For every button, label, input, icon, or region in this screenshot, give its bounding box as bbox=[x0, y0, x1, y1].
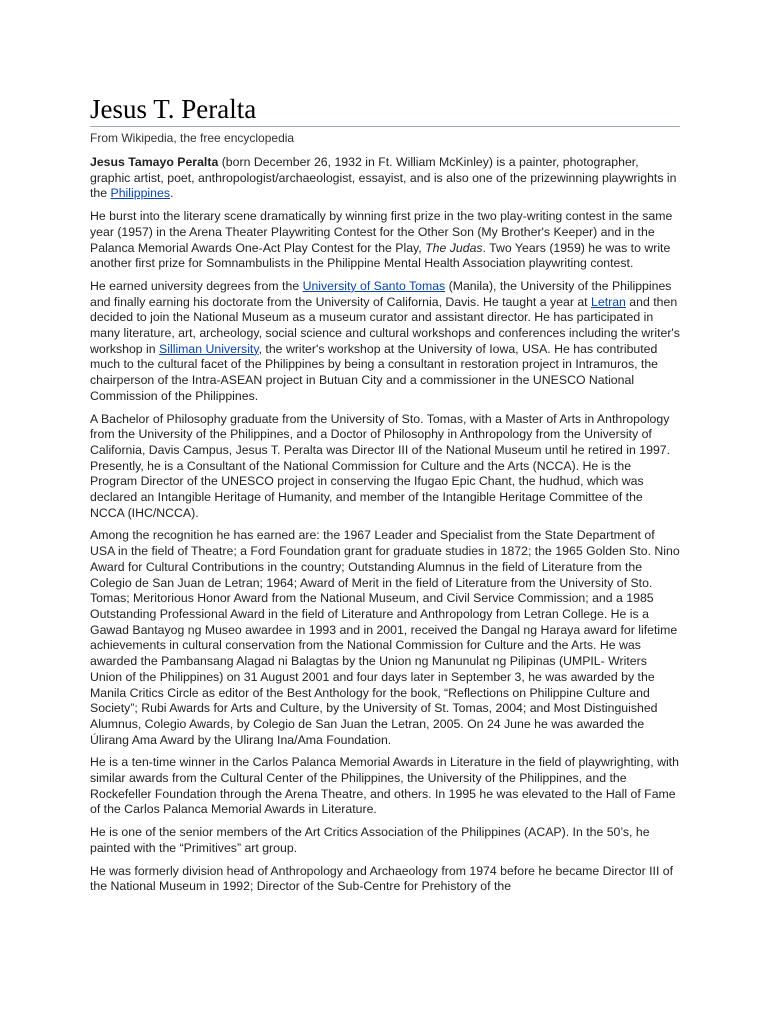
paragraph-education bbox=[90, 279, 680, 405]
link-university-of-santo-tomas[interactable]: University of Santo Tomas bbox=[302, 278, 446, 293]
intro-text: (born December 26, 1932 in Ft. William McKinley) is a painter, photographer, graphic artist, poet, anthropologist/archaeologist, essayist, and is also one of the prizewinning playwrights in the bbox=[90, 155, 677, 201]
subject-name: Jesus Tamayo Peralta bbox=[90, 155, 219, 169]
link-letran[interactable]: Letran bbox=[591, 294, 626, 309]
debut-text-end: . Two Years (1959) he was to write another first prize for Somnambulists in the Philippine Mental Health Association playwriting contest. bbox=[90, 240, 671, 271]
link-philippines[interactable]: Philippines bbox=[110, 186, 170, 201]
paragraph-art-critics: He is one of the senior members of the Art Critics Association of the Philippines (ACAP). In the 50’s, he painted with the “Primitives” art group. bbox=[90, 825, 650, 855]
education-text-b: (Manila), the University of the Philippines and finally earning his doctorate from the University of California, Davis. He taught a year at bbox=[90, 278, 672, 309]
paragraph-palanca-awards: He is a ten-time winner in the Carlos Palanca Memorial Awards in Literature in the field of playwrighting, with similar awards from the Cultural Center of the Philippines, the University of the Philippines, and the Rockefeller Foundation through the Arena Theatre, and others. In 1995 he was elevated to the Hall of Fame of the Carlos Palanca Memorial Awards in Literature. bbox=[90, 755, 679, 817]
paragraph-museum-division: He was formerly division head of Anthropology and Archaeology from 1974 before he became Director III of the National Museum in 1992; Director of the Sub-Centre for Prehistory of the bbox=[90, 863, 674, 894]
intro-end: . bbox=[170, 186, 174, 201]
education-text-d: , the writer's workshop at the University of Iowa, USA. He has contributed much to the cultural facet of the Philippines by being a consultant in restoration project in Intramuros, the chairperson of the Intra-ASEAN project in Butuan City and a commissioner in the UNESCO National Commission of the Philippines. bbox=[90, 341, 659, 403]
paragraph-intro bbox=[90, 155, 680, 202]
paragraph-recognition: Among the recognition he has earned are: the 1967 Leader and Specialist from the State Department of USA in the field of Theatre; a Ford Foundation grant for graduate studies in 1872; the 1965 Golden Sto. Nino Award for Cultural Contributions in the country; Outstanding Alumnus in the field of Literature from the Colegio de San Juan de Letran; 1964; Award of Merit in the field of Literature from the University of Sto. Tomas; Meritorious Honor Award from the National Museum, and Civil Service Commission; and a 1985 Outstanding Professional Award in the field of Literature and Anthropology from Letran College. He is a Gawad Bantayog ng Museo awardee in 1993 and in 2001, received the Dangal ng Haraya award for lifetime achievements in cultural conservation from the National Commission for Culture and the Arts. He was awarded the Pambansang Alagad ni Balagtas by the Union ng Manunulat ng Pilipinas (UMPIL- Writers Union of the Philippines) on 31 August 2001 and four days later in September 3, he was awarded by the Manila Critics Circle as editor of the Best Anthology for the book, “Reflections on Philippine Culture and Society”; Rubi Awards for Arts and Culture, by the University of St. Tomas, 2004; and Most Distinguished Alumnus, Colegio Awards, by Colegio de San Juan the Letran, 2005. On 24 June he was awarded the Úlirang Ama Award by the Ulirang Ina/Ama Foundation. bbox=[90, 528, 680, 747]
debut-text: He burst into the literary scene dramatically by winning first prize in the two play-writing contest in the same year (1957) in the Arena Theater Playwriting Contest for the Other Son (My Brother's Keeper) and in the Palanca Memorial Awards One-Act Play Contest for the Play, bbox=[90, 209, 673, 255]
article bbox=[90, 88, 680, 902]
site-tagline: From Wikipedia, the free encyclopedia bbox=[90, 131, 295, 145]
page-title: Jesus T. Peralta bbox=[90, 88, 680, 127]
education-text-a: He earned university degrees from the bbox=[90, 278, 303, 293]
paragraph-career: A Bachelor of Philosophy graduate from the University of Sto. Tomas, with a Master of Arts in Anthropology from the University of the Philippines, and a Doctor of Philosophy in Anthropology from the University of California, Davis Campus, Jesus T. Peralta was Director III of the National Museum until he retired in 1997. Presently, he is a Consultant of the National Commission for Culture and the Arts (NCCA). He is the Program Director of the UNESCO project in conserving the Ifugao Epic Chant, the hudhud, which was declared an Intangible Heritage of Humanity, and member of the Intangible Heritage Committee of the NCCA (IHC/NCCA). bbox=[90, 411, 671, 520]
education-text-c: and then decided to join the National Museum as a museum curator and assistant director. He has participated in many literature, art, archeology, social science and cultural workshops and conferences including the writer's workshop in bbox=[90, 294, 680, 356]
link-silliman-university[interactable]: Silliman University bbox=[159, 341, 259, 356]
paragraph-literary-debut bbox=[90, 209, 680, 272]
play-title-the-judas: The Judas bbox=[425, 240, 483, 255]
